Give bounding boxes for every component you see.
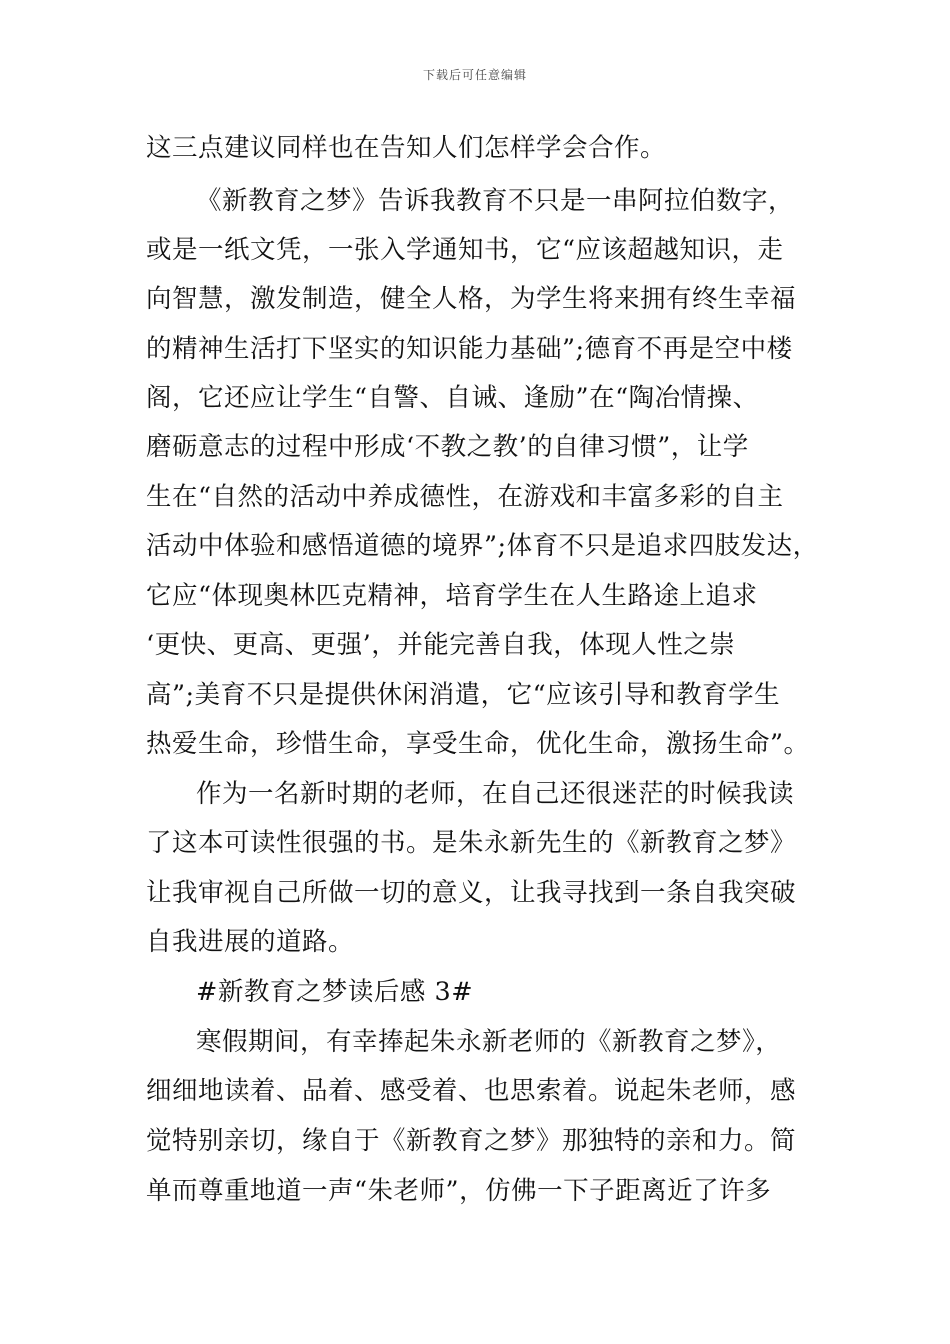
text-line: 了这本可读性很强的书。是朱永新先生的《新教育之梦》	[146, 828, 797, 858]
text-line: 阁，它还应让学生“自警、自诫、逢励”在“陶冶情操、	[146, 383, 759, 413]
text-line: 觉特别亲切，缘自于《新教育之梦》那独特的亲和力。简	[146, 1126, 797, 1156]
paragraph-first-line: 作为一名新时期的老师，在自己还很迷茫的时候我读	[196, 779, 795, 809]
section-heading: #新教育之梦读后感 3#	[196, 977, 474, 1007]
text-line: 活动中体验和感悟道德的境界”;体育不只是追求四肢发达，	[146, 531, 819, 561]
text-line: 生在“自然的活动中养成德性，在游戏和丰富多彩的自主	[146, 482, 784, 512]
text-line: 自我进展的道路。	[146, 927, 355, 957]
paragraph-first-line: 《新教育之梦》告诉我教育不只是一串阿拉伯数字，	[196, 186, 795, 216]
text-line: 的精神生活打下坚实的知识能力基础”;德育不再是空中楼	[146, 334, 793, 364]
text-line: 细细地读着、品着、感受着、也思索着。说起朱老师，感	[146, 1076, 797, 1106]
text-line: 这三点建议同样也在告知人们怎样学会合作。	[146, 133, 667, 163]
text-line: 高”;美育不只是提供休闲消遣，它“应该引导和教育学生	[146, 680, 781, 710]
paragraph-first-line: 寒假期间，有幸捧起朱永新老师的《新教育之梦》，	[196, 1027, 782, 1057]
text-line: 让我审视自己所做一切的意义，让我寻找到一条自我突破	[146, 878, 797, 908]
text-line: 磨砺意志的过程中形成‘不教之教’的自律习惯”，让学	[146, 432, 749, 462]
page-header-note: 下载后可任意编辑	[422, 68, 527, 82]
text-line: 热爱生命，珍惜生命，享受生命，优化生命，激扬生命”。	[146, 729, 810, 759]
text-line: 它应“体现奥林匹克精神，培育学生在人生路途上追求	[146, 581, 758, 611]
text-line: ‘更快、更高、更强’，并能完善自我，体现人性之崇	[146, 630, 736, 660]
text-line: 或是一纸文凭，一张入学通知书，它“应该超越知识，走	[146, 235, 784, 265]
text-line: 向智慧，激发制造，健全人格，为学生将来拥有终生幸福	[146, 284, 797, 314]
text-line: 单而尊重地道一声“朱老师”，仿佛一下子距离近了许多	[146, 1176, 772, 1206]
